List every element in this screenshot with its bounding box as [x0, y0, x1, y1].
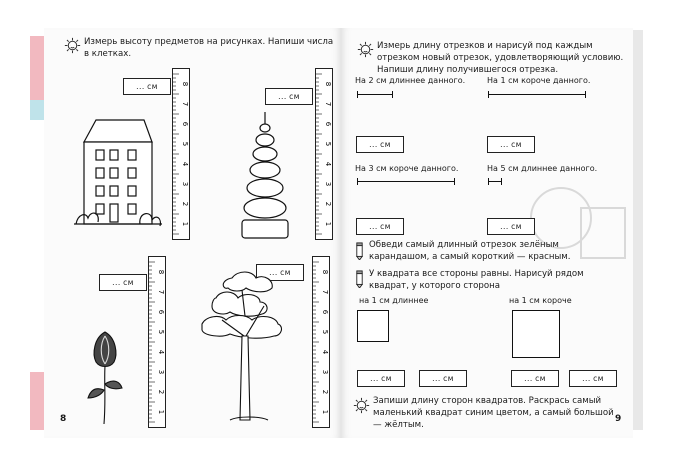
- pencil-icon: [355, 270, 364, 288]
- task-label-3: На 3 см короче данного.: [355, 164, 459, 173]
- ruler-label: 2: [181, 201, 189, 207]
- ruler-label: 7: [181, 101, 189, 107]
- answer-box-task-3[interactable]: ... см: [356, 218, 404, 235]
- sun-icon: [64, 37, 81, 54]
- ruler-label: 5: [157, 329, 165, 335]
- house-icon: [74, 112, 162, 242]
- answer-box-task-4[interactable]: ... см: [487, 218, 535, 235]
- page-number-right: 9: [615, 414, 622, 424]
- ruler-label: 8: [321, 269, 329, 275]
- pencil-icon: [355, 242, 364, 260]
- ruler-toy: [315, 68, 333, 240]
- square-right-label: на 1 см короче: [509, 296, 572, 305]
- flower-icon: [84, 328, 126, 428]
- ruler-label: 8: [324, 81, 332, 87]
- ruler-label: 3: [181, 181, 189, 187]
- answer-box-square-1[interactable]: ... см: [357, 370, 405, 387]
- answer-box-house[interactable]: ... см: [123, 78, 171, 95]
- answer-box-tree[interactable]: ... см: [256, 264, 304, 281]
- answer-box-task-1[interactable]: ... см: [356, 136, 404, 153]
- pencil-note: Обведи самый длинный отрезок зелёным карандашом, а самый короткий — красным.: [369, 240, 571, 262]
- ruler-label: 1: [157, 409, 165, 415]
- ruler-tree: [312, 256, 330, 428]
- ruler-label: 6: [181, 121, 189, 127]
- ruler-label: 3: [321, 369, 329, 375]
- ruler-label: 2: [157, 389, 165, 395]
- ruler-label: 6: [321, 309, 329, 315]
- ruler-label: 5: [181, 141, 189, 147]
- ruler-label: 3: [324, 181, 332, 187]
- ruler-flower: [148, 256, 166, 428]
- square-left-label: на 1 см длиннее: [359, 296, 429, 305]
- task-label-4: На 5 см длиннее данного.: [487, 164, 598, 173]
- ruler-label: 4: [324, 161, 332, 167]
- ruler-label: 6: [157, 309, 165, 315]
- book-edge-pink: [30, 36, 44, 100]
- book-edge-blue: [30, 100, 44, 120]
- answer-box-toy[interactable]: ... см: [265, 88, 313, 105]
- segment-1: [357, 94, 393, 95]
- answer-box-flower[interactable]: ... см: [99, 274, 147, 291]
- tree-icon: [192, 270, 296, 430]
- ruler-label: 1: [181, 221, 189, 227]
- left-page: [44, 28, 341, 438]
- ruler-house: [172, 68, 190, 240]
- ruler-label: 6: [324, 121, 332, 127]
- ruler-label: 7: [321, 289, 329, 295]
- segment-4: [488, 181, 502, 182]
- pyramid-toy-icon: [240, 110, 290, 242]
- square-large: [512, 310, 560, 358]
- ruler-label: 5: [321, 329, 329, 335]
- task-label-1: На 2 см длиннее данного.: [355, 76, 466, 85]
- ruler-label: 4: [157, 349, 165, 355]
- sun-icon: [353, 397, 370, 414]
- right-instruction: Измерь длину отрезков и нарисуй под каждым отрезком новый отрезок, удовлетворяющий условию. Напиши длину получившегося отрезка.: [377, 41, 624, 75]
- square-small: [357, 310, 389, 342]
- final-instruction: Запиши длину сторон квадратов. Раскрась самый маленький квадрат синим цветом, а самый большой — жёлтым.: [373, 396, 614, 430]
- left-instruction: Измерь высоту предметов на рисунках. Напиши числа в клетках.: [84, 37, 334, 59]
- ruler-label: 1: [324, 221, 332, 227]
- segment-2: [488, 94, 586, 95]
- ruler-label: 8: [157, 269, 165, 275]
- page-number-left: 8: [60, 414, 67, 424]
- answer-box-square-4[interactable]: ... см: [569, 370, 617, 387]
- ruler-label: 3: [157, 369, 165, 375]
- answer-box-task-2[interactable]: ... см: [487, 136, 535, 153]
- ruler-label: 7: [324, 101, 332, 107]
- sun-icon: [357, 41, 374, 58]
- ruler-label: 2: [324, 201, 332, 207]
- ruler-label: 2: [321, 389, 329, 395]
- answer-box-square-3[interactable]: ... см: [511, 370, 559, 387]
- ruler-label: 8: [181, 81, 189, 87]
- right-page: [341, 28, 633, 438]
- ruler-label: 5: [324, 141, 332, 147]
- ruler-label: 4: [181, 161, 189, 167]
- square-note: У квадрата все стороны равны. Нарисуй рядом квадрат, у которого сторона: [369, 269, 584, 291]
- answer-box-square-2[interactable]: ... см: [419, 370, 467, 387]
- book-edge-pink-bottom: [30, 372, 44, 430]
- ruler-label: 7: [157, 289, 165, 295]
- ruler-label: 4: [321, 349, 329, 355]
- book-edge-right: [633, 30, 643, 430]
- segment-3: [357, 181, 455, 182]
- ruler-label: 1: [321, 409, 329, 415]
- task-label-2: На 1 см короче данного.: [487, 76, 591, 85]
